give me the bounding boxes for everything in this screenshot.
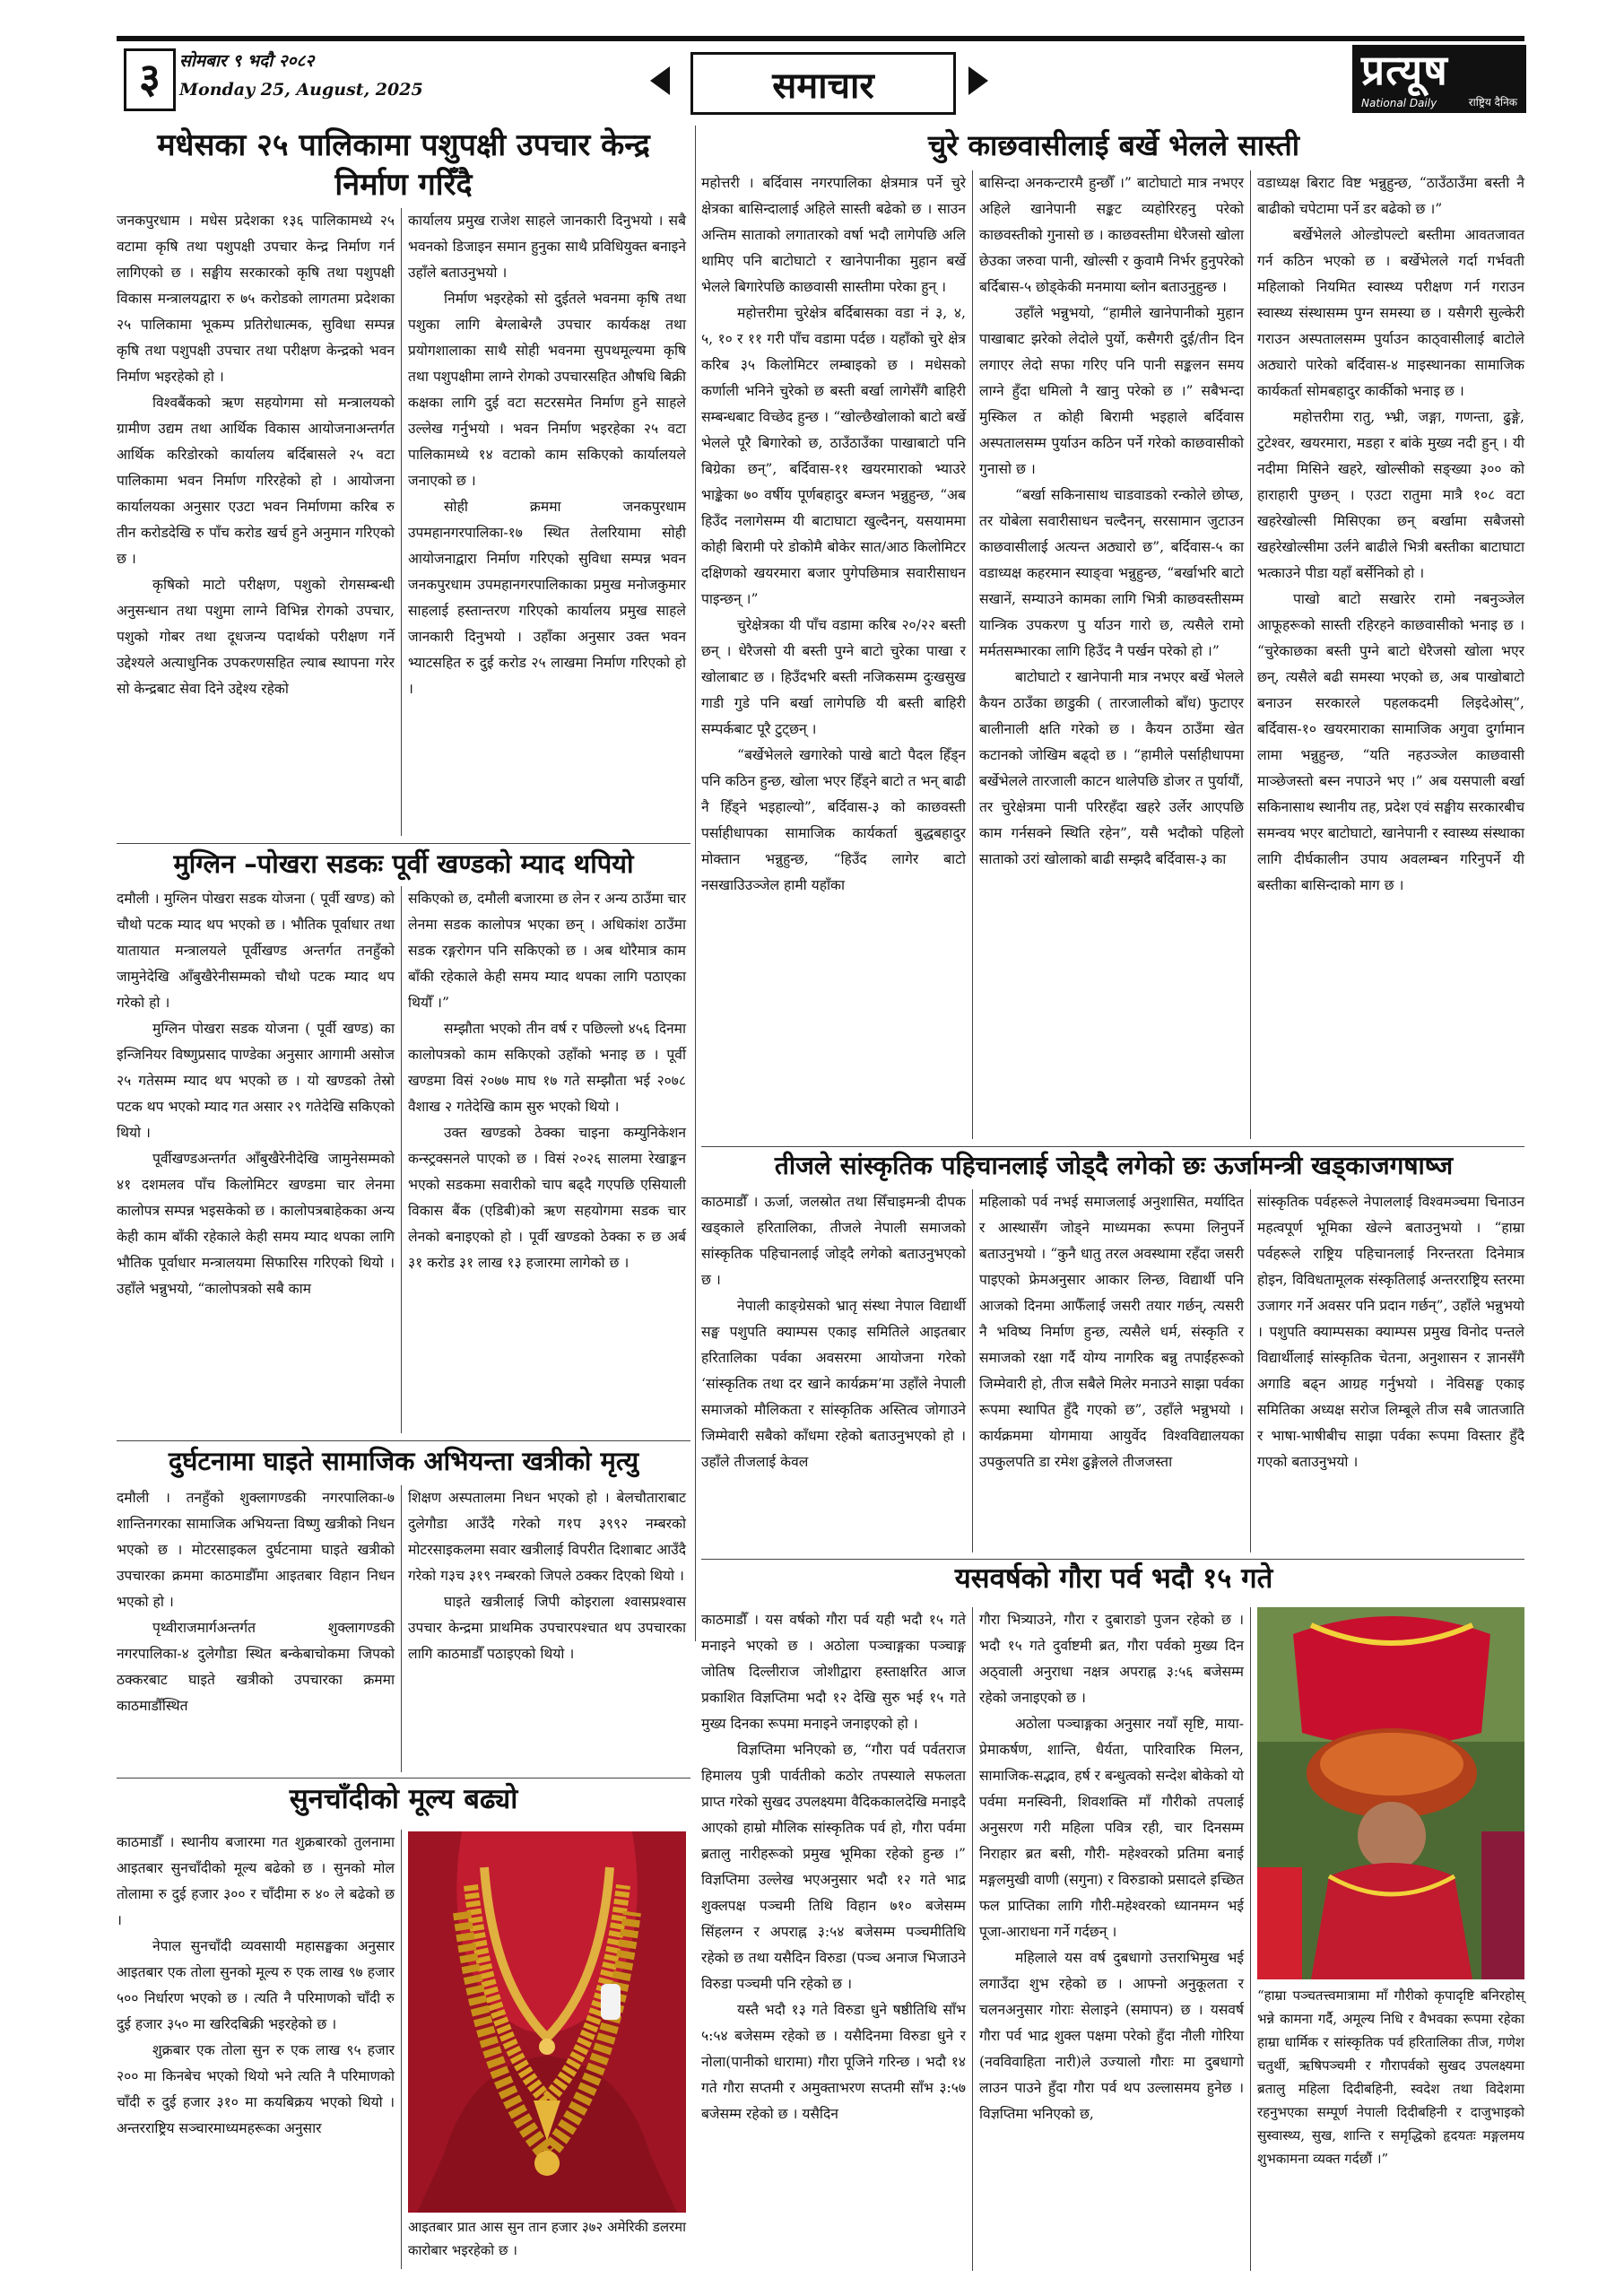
article-column [979,1189,1244,1475]
paragraph: सम्झौता भएको तीन वर्ष र पछिल्लो ४५६ दिनमा कालोपत्रको काम सकिएको उहाँको भनाइ छ । पूर्वी खण्डमा विसं २०७७ माघ १७ गते सम्झौता भई २०७८ वैशाख २ गतेदेखि काम सुरु भएको थियो । [408,1021,686,1115]
paragraph: पूर्वीखण्डअन्तर्गत आँबुखैरेनीदेखि जामुनेसम्मको ४१ दशमलव पाँच किलोमिटर खण्डमा चार लेनमा कालोपत्र सम्पन्न भइसकेको छ । कालोपत्रबाहेकका अन्य केही काम बाँकी रहेकाले केही समय म्याद थपका लागि भौतिक पूर्वाधार मन्त्रालयमा सिफारिस गरिएको थियो । उहाँले भन्नुभयो, “कालोपत्रको सबै काम [117,1151,395,1297]
paragraph: उक्त खण्डको ठेक्का चाइना कम्युनिकेशन कन्स्ट्रक्सनले पाएको छ । विसं २०२६ सालमा रेखाङ्कन भएको सडकमा सवारीको चाप बढ्दै गएपछि एसियाली विकास बैंक (एडिबी)को ऋण सहयोगमा सडक चार लेनको बनाइएको हो । पूर्वी खण्डको ठेक्का रु छ अर्ब ३१ करोड ३१ लाख १३ हजारमा लागेको छ । [408,1125,686,1271]
newspaper-logo [1352,45,1526,113]
headline-line-2: निर्माण गरिँदै [334,167,473,204]
paragraph: सांस्कृतिक पर्वहरूले नेपाललाई विश्वमञ्चमा चिनाउन महत्वपूर्ण भूमिका खेल्ने बताउनुभयो । “हाम्रा पर्वहरूले राष्ट्रिय पहिचानलाई निरन्तरता दिनेमात्र होइन, विविधतामूलक संस्कृतिलाई अन्तरराष्ट्रिय स्तरमा उजागर गर्ने अवसर पनि प्रदान गर्छन्”, उहाँले भन्नुभयो । पशुपति क्याम्पसका क्याम्पस प्रमुख विनोद पन्तले विद्यार्थीलाई सांस्कृतिक चेतना, अनुशासन र ज्ञानसँगै अगाडि बढ्न आग्रह गर्नुभयो । नेविसङ्घ एकाइ समितिका अध्यक्ष सरोज लिम्बूले तीज सबै जातजाति र भाषा-भाषीबीच साझा पर्वका रूपमा विस्तार हुँदै गएको बताउनुभयो । [1257,1194,1524,1470]
article-divider [117,843,690,844]
section-title: समाचार [690,52,956,115]
article-headline [117,126,690,204]
paragraph: महोत्तरीमा रातु, भ्भ्री, जङ्गा, गणन्ता, ढुङ्गे, टुटेश्वर, खयरमारा, मडहा र बांके मुख्य नदी हुन् । यी नदीमा मिसिने खहरे, खोल्सीको सङ्ख्या ३०० को हाराहारी पुग्छन् । एउटा रातुमा मात्रै १०८ वटा खहरेखोल्सी मिसिएका छन् बर्खामा सबैजसो खहरेखोल्सीमा उर्लने बाढीले भित्री बस्तीका बाटाघाटा भत्काउने पीडा यहाँ बर्सेनिको हो । [1257,409,1524,581]
article-column [408,886,686,1276]
paragraph: कृषिको माटो परीक्षण, पशुको रोगसम्बन्धी अनुसन्धान तथा पशुमा लाग्ने विभिन्न रोगको उपचार, पशुको गोबर तथा दूधजन्य पदार्थको परीक्षण गर्ने उद्देश्यले अत्याधुनिक उपकरणसहित ल्याब स्थापना गरेर सो केन्द्रबाट सेवा दिने उद्देश्य रहेको [117,577,395,697]
paragraph: सोही क्रममा जनकपुरधाम उपमहानगरपालिका-१७ स्थित तेलरियामा सोही आयोजनाद्वारा निर्माण गरिएको सुविधा सम्पन्न भवन जनकपुरधाम उपमहानगरपालिकाका प्रमुख मनोजकुमार साहलाई हस्तान्तरण गरिएको कार्यालय प्रमुख साहले जानकारी दिनुभयो । उहाँका अनुसार उक्त भवन भ्याटसहित रु दुई करोड २५ लाखमा निर्माण गरिएको हो । [408,499,686,697]
paragraph: नेपाली काङ्ग्रेसको भ्रातृ संस्था नेपाल विद्यार्थी सङ्घ पशुपति क्याम्पस एकाइ समितिले आइतबार हरितालिका पर्वका अवसरमा आयोजना गरेको ‘सांस्कृतिक तथा दर खाने कार्यक्रम’मा उहाँले नेपाली समाजको मौलिकता र सांस्कृतिक अस्तित्व जोगाउने जिम्मेवारी सबैको काँधमा रहेको बताउनुभएको हो । उहाँले तीजलाई केवल [701,1298,966,1470]
column-rule [695,126,696,1641]
article-column [117,1485,395,1719]
festival-illustration [1257,1607,1524,1979]
paragraph: शुक्रबार एक तोला सुन रु एक लाख ९५ हजार २०० मा किनबेच भएको थियो भने त्यति नै परिमाणको चाँदी रु दुई हजार ३१० मा कयबिक्रय भएको थियो । अन्तरराष्ट्रिय सञ्चारमाध्यमहरूका अनुसार [117,2042,395,2136]
paragraph: उहाँले भन्नुभयो, “हामीले खानेपानीको मुहान पाखाबाट झरेको लेदोले पुर्यो, कसैगरी दुई/तीन दिन लगाएर लेदो सफा गरिए पनि पानी सङ्कलन समय लाग्ने हुँदा धमिलो नै खानु परेको छ ।” सबैभन्दा मुस्किल त कोही बिरामी भइहाले बर्दिवास अस्पतालसम्म पुर्याउन कठिन पर्ने गरेको काछवासीको गुनासो छ । [979,305,1244,477]
article-column [408,1485,686,1667]
logo-tagline-np: राष्ट्रिय दैनिक [1468,96,1517,109]
column-rule [972,1607,973,2271]
paragraph: जनकपुरधाम । मधेस प्रदेशका १३६ पालिकामध्ये २५ वटामा कृषि तथा पशुपक्षी उपचार केन्द्र निर्माण गर्न लागिएको छ । सङ्घीय सरकारको कृषि तथा पशुपक्षी विकास मन्त्रालयद्वारा रु ७५ करोडको लागतमा प्रदेशका २५ पालिकामा भूकम्प प्रतिरोधात्मक, सुविधा सम्पन्न कृषि तथा पशुपक्षी उपचार तथा परीक्षण केन्द्रको भवन निर्माण भइरहेको हो । [117,213,395,385]
article-column [408,208,686,702]
paragraph: कार्यालय प्रमुख राजेश साहले जानकारी दिनुभयो । सबै भवनको डिजाइन समान हुनुका साथै प्रविधियुक्त बनाइने उहाँले बताउनुभयो । [408,213,686,281]
column-rule [972,1189,973,1552]
gaura-festival-photo [1257,1607,1524,1979]
article-column [117,208,395,702]
paragraph: काठमाडौँ । ऊर्जा, जलस्रोत तथा सिँचाइमन्त्री दीपक खड्काले हरितालिका, तीजले नेपाली समाजको सांस्कृतिक पहिचानलाई जोड्दै लगेको बताउनुभएको छ । [701,1194,966,1288]
article-headline: चुरे काछवासीलाई बर्खे भेलले सास्ती [927,128,1300,162]
article-headline: तीजले सांस्कृतिक पहिचानलाई जोड्दै लगेको छः ऊर्जामन्त्री खड्काजगषाष्ज [774,1151,1454,1180]
article-column [1257,1189,1524,1475]
paragraph: “बर्खेभेलले खगारेको पाखे बाटो पैदल हिँड्न पनि कठिन हुन्छ, खोला भएर हिँड्ने बाटो त भन् बाढी नै हिँड्ने भइहाल्यो”, बर्दिवास-३ को काछवस्ती पर्साहीधापका सामाजिक कार्यकर्ता बुद्धबहादुर मोक्तान भन्नुहुन्छ, “हिउँद लागेर बाटो नसखाउिउञ्जेल हामी यहाँका [701,747,966,893]
column-rule [1250,170,1251,1139]
necklace-illustration [408,1831,686,2213]
gold-necklace-photo [408,1831,686,2213]
article-divider [701,1559,1524,1560]
paragraph: शिक्षण अस्पतालमा निधन भएको हो । बेलचौताराबाट दुलेगौडा आउँदै गरेको ग१प ३९९२ नम्बरको मोटरसाइकलमा सवार खत्रीलाई विपरीत दिशाबाट आउँदै गरेको ग३च ३१९ नम्बरको जिपले ठक्कर दिएको थियो । [408,1490,686,1584]
paragraph: वडाध्यक्ष बिराट विष्ट भन्नुहुन्छ, “ठाउँठाउँमा बस्ती नै बाढीको चपेटामा पर्ने डर बढेको छ ।” [1257,175,1524,217]
paragraph: बासिन्दा अनकन्टारमै हुन्छौँ ।” बाटोघाटो मात्र नभएर अहिले खानेपानी सङ्कट व्यहोरिरहनु परेको काछवस्तीको गुनासो छ । काछवस्तीमा धेरैजसो खोला छेउका जरुवा पानी, खोल्सी र कुवामै निर्भर हुनुपरेको बर्दिबास-५ छोड्केकी मनमाया ब्लोन बताउनुहुन्छ । [979,175,1244,295]
paragraph: महिलाले यस वर्ष दुबधागो उत्तराभिमुख भई लगाउँदा शुभ रहेको छ । आफ्नो अनुकूलता र चलनअनुसार गोराः सेलाइने (समापन) छ । यसवर्ष गौरा पर्व भाद्र शुक्ल पक्षमा परेको हुँदा नौली गोरिया (नवविवाहिता नारी)ले उज्यालो गौराः मा दुबधागो लाउन पाउने हुँदा गौरा पर्व थप उल्लासमय हुनेछ । विज्ञप्तिमा भनिएको छ, [979,1950,1244,2122]
column-rule [401,1830,402,2269]
article-headline: दुर्घटनामा घाइते सामाजिक अभियन्ता खत्रीको मृत्यु [168,1446,639,1476]
column-rule [401,1485,402,1772]
paragraph: दमौली । तनहुँको शुक्लागण्डकी नगरपालिका-७ शान्तिनगरका सामाजिक अभियन्ता विष्णु खत्रीको निधन भएको छ । मोटरसाइकल दुर्घटनामा घाइते खत्रीको उपचारका क्रममा काठमाडौँमा आइतबार विहान निधन भएको हो । [117,1490,395,1610]
logo-wordmark: प्रत्यूष [1361,46,1448,94]
article-column [701,170,966,899]
article-divider [117,1778,690,1779]
paragraph: विश्वबैंकको ऋण सहयोगमा सो मन्त्रालयको ग्रामीण उद्यम तथा आर्थिक विकास आयोजनाअन्तर्गत आर्थिक करिडोरको कार्यालय बर्दिबासले २५ वटा पालिकामा भवन निर्माण गरिरहेको हो । आयोजना कार्यालयका अनुसार एउटा भवन निर्माणमा करिब रु तीन करोडदेखि रु पाँच करोड खर्च हुने अनुमान गरिएको छ । [117,395,395,567]
article-headline: मुग्लिन –पोखरा सडकः पूर्वी खण्डको म्याद थपियो [173,848,634,879]
article-divider [701,1146,1524,1147]
paragraph: विज्ञप्तिमा भनिएको छ, “गौरा पर्व पर्वतराज हिमालय पुत्री पार्वतीको कठोर तपस्याले सफलता प्राप्त गरेको सुखद उपलक्ष्यमा वैदिककालदेखि मनाइदै आएको हाम्रो मौलिक सांस्कृतिक पर्व हो, गौरा पर्वमा ब्रतालु नारीहरूको प्रमुख भूमिका रहेको हुन्छ ।” विज्ञप्तिमा उल्लेख भएअनुसार भदौ १२ गते भाद्र शुक्लपक्ष पञ्चमी तिथि विहान ७१० बजेसम्म सिंहलग्न र अपराह्न ३:५४ बजेसम्म पञ्चमीतिथि रहेको छ तथा यसैदिन विरुडा (पञ्च अनाज भिजाउने विरुडा पञ्चमी पनि रहेको छ । [701,1742,966,1992]
paragraph: बाटोघाटो र खानेपानी मात्र नभएर बर्खे भेलले कैयन ठाउँका छाडुकी ( तारजालीको बाँध) फुटाएर बालीनाली क्षति गरेको छ । कैयन ठाउँमा खेत कटानको जोखिम बढ्दो छ । “हामीले पर्साहीधापमा बर्खेभेलले तारजाली काटन थालेपछि डोजर त पुर्यायौं, तर चुरेक्षेत्रमा पानी परिरहँदा खहरे उर्लेर आएपछि काम गर्नसक्ने स्थिति रहेन”, यसै भदौको पहिलो साताको उरां खोलाको बाढी सम्झदै बर्दिवास-३ का [979,669,1244,867]
paragraph: पाखो बाटो सखारेर रामो नबनुञ्जेल आफूहरूको सास्ती रहिरहने काछवासीको भनाइ छ । “चुरेकाछका बस्ती पुग्ने बाटो धेरैजसो खोला भएर छन्, त्यसैले बढी समस्या भएको छ, अब पाखोबाटो बनाउन सरकारले पहलकदमी लिइदेओस्”, बर्दिवास-१० खयरमाराका सामाजिक अगुवा दुर्गामान लामा भन्नुहुन्छ, “यति नहउञ्जेल काछवासी माञ्छेजस्तो बस्न नपाउने भए ।” अब यसपाली बर्खा सकिनासाथ स्थानीय तह, प्रदेश एवं सङ्घीय सरकारबीच समन्वय भएर बाटोघाटो, खानेपानी र स्वास्थ्य संस्थाका लागि दीर्घकालीन उपाय अवलम्बन गरिनुपर्ने यी बस्तीका बासिन्दाको माग छ । [1257,591,1524,893]
article-column [701,1607,966,2127]
paragraph: पृथ्वीराजमार्गअन्तर्गत शुक्लागण्डकी नगरपालिका-४ दुलेगौडा स्थित बन्केबाचोकमा जिपको ठक्करबाट घाइते खत्रीको उपचारका क्रममा काठमाडौँस्थित [117,1620,395,1714]
column-rule [1250,1189,1251,1552]
column-rule [1250,1607,1251,2271]
logo-tagline-en: National Daily [1361,97,1437,109]
paragraph: यस्तै भदौ १३ गते विरुडा धुने षष्ठीतिथि साँभ ५:५४ बजेसम्म रहेको छ । यसैदिनमा विरुडा धुने र नोला(पानीको धारामा) गौरा पूजिने गरिन्छ । भदौ १४ गते गौरा सप्तमी र अमुक्ताभरण सप्तमी साँभ ३:५७ बजेसम्म रहेको छ । यसैदिन [701,2002,966,2122]
paragraph: मुग्लिन पोखरा सडक योजना ( पूर्वी खण्ड) का इन्जिनियर विष्णुप्रसाद पाण्डेका अनुसार आगामी असोज २५ गतेसम्म म्याद थप भएको छ । यो खण्डको तेस्रो पटक थप भएको म्याद गत असार २९ गतेदेखि सकिएको थियो । [117,1021,395,1141]
article-column [1257,170,1524,899]
photo-caption: “हाम्रा पञ्चतत्त्वमात्रामा माँ गौरीको कृपादृष्टि बनिरहोस् भन्ने कामना गर्दै, अमूल्य निधि र वैभवका रूपमा रहेका हाम्रा धार्मिक र सांस्कृतिक पर्व हरितालिका तीज, गणेश चतुर्थी, ऋषिपञ्चमी र गौरापर्वको सुखद उपलक्ष्यमा ब्रतालु महिला दिदीबहिनी, स्वदेश तथा विदेशमा रहनुभएका सम्पूर्ण नेपाली दिदीबहिनी र दाजुभाइको सुस्वास्थ्य, सुख, शान्ति र समृद्धिको हृदयतः मङ्गलमय शुभकामना व्यक्त गर्दछौं ।” [1257,1987,1524,2167]
paragraph: बर्खेभेलले ओल्डोपल्टो बस्तीमा आवतजावत गर्न कठिन भएको छ । बर्खेभेलले गर्दा गर्भवती महिलाको नियमित स्वास्थ्य परीक्षण गर्न गराउन स्वास्थ्य संस्थासम्म पुग्न समस्या छ । यसैगरी सुल्केरी गराउन अस्पतालसम्म पुर्याउन काठ्वासीलाई बाटोले अठ्यारो पारेको बर्दिवास-४ माइस्थानका सामाजिक कार्यकर्ता सोमबहादुर कार्कीको भनाइ छ । [1257,227,1524,399]
paragraph: सकिएको छ, दमौली बजारमा छ लेन र अन्य ठाउँमा चार लेनमा सडक कालोपत्र भएका छन् । अधिकांश ठाउँमा सडक रङ्गरोगन पनि सकिएको छ । अब थोरैमात्र काम बाँकी रहेकाले केही समय म्याद थपका लागि पठाएका थियौँ ।” [408,891,686,1011]
page-number: ३ [124,48,176,111]
top-rule [117,36,1524,41]
article-divider [117,1440,690,1441]
column-rule [401,886,402,1433]
arrow-right-icon [968,66,988,95]
paragraph: दमौली । मुग्लिन पोखरा सडक योजना ( पूर्वी खण्ड) को चौथो पटक म्याद थप भएको छ । भौतिक पूर्वाधार तथा यातायात मन्त्रालयले पूर्वीखण्ड अन्तर्गत तनहुँको जामुनेदेखि आँबुखैरेनीसम्मको चौथो पटक म्याद थप गरेको हो । [117,891,395,1011]
article-column [701,1189,966,1475]
photo-caption: आइतबार प्रात आस सुन तान हजार ३७२ अमेरिकी डलरमा कारोबार भइरहेको छ । [408,2219,686,2258]
headline-line-1: मधेसका २५ पालिकामा पशुपक्षी उपचार केन्द्र [157,127,650,163]
article-column [979,1607,1244,2127]
paragraph: महोत्तरीमा चुरेक्षेत्र बर्दिबासका वडा नं ३, ४, ५, १० र ११ गरी पाँच वडामा पर्दछ । यहाँको चुरे क्षेत्र करिब ३५ किलोमिटर लम्बाइको छ । मधेसको कर्णाली भनिने चुरेको छ बस्ती बर्खा लागेसँगै बाहिरी सम्बन्धबाट विच्छेद हुन्छ । “खोल्छैखोलाको बाटो बर्खे भेलले पूरै बिगारेको छ, ठाउँठाउँका पाखाबाटो पनि बिग्रेका छन्”, बर्दिवास-११ खयरमाराको भ्याउरे भाङ्केका ७० वर्षीय पूर्णबहादुर बम्जन भन्नुहुन्छ, “अब हिउँद नलागेसम्म यी बाटाघाटा खुल्दैनन्, यसयाममा कोही बिरामी परे डोकोमै बोकेर सात/आठ किलोमिटर दक्षिणको खयरमारा बजार पुगेपछिमात्र सवारीसाधन पाइन्छन् ।” [701,305,966,607]
paragraph: काठमाडौँ । स्थानीय बजारमा गत शुक्रबारको तुलनामा आइतबार सुनचाँदीको मूल्य बढेको छ । सुनको मोल तोलामा रु दुई हजार ३०० र चाँदीमा रु ४० ले बढेको छ । [117,1834,395,1928]
date-nepali: सोमबार ९ भदौ २०८२ [179,51,315,71]
masthead [117,36,1524,117]
column-rule [401,208,402,836]
paragraph: चुरेक्षेत्रका यी पाँच वडामा करिब २०/२२ बस्ती छन् । धेरैजसो यी बस्ती पुग्ने बाटो चुरेका पाखा र खोलाबाट छ । हिउँदभरि बस्ती नजिकसम्म दुःखसुख गाडी गुडे पनि बर्खा लागेपछि यी बस्ती बाहिरी सम्पर्कबाट पूरै टुट्छन् । [701,617,966,737]
article-column [117,1830,395,2142]
paragraph: महोत्तरी । बर्दिवास नगरपालिका क्षेत्रमात्र पर्ने चुरे क्षेत्रका बासिन्दालाई अहिले सास्ती बढेको छ । साउन अन्तिम साताको लगातारको वर्षा भदौ लागेपछि अलि थामिए पनि बाटोघाटो र खानेपानीका मुहान बर्खे भेलले बिगारेपछि काछवासी सास्तीमा परेका हुन् । [701,175,966,295]
article-animal-health-centres [117,126,690,204]
column-rule [972,170,973,1139]
paragraph: काठमाडौँ । यस वर्षको गौरा पर्व यही भदौ १५ गते मनाइने भएको छ । अठोला पञ्चाङ्गका पञ्चाङ्ग जोतिष दिल्लीराज जोशीद्वारा हस्ताक्षरित आज प्रकाशित विज्ञप्तिमा भदौ १२ देखि सुरु भई १५ गते मुख्य दिनका रूपमा मनाइने जनाइएको हो । [701,1612,966,1732]
paragraph: “बर्खा सकिनासाथ चाडवाडको रन्कोले छोप्छ, तर योबेला सवारीसाधन चल्दैनन्, सरसामान जुटाउन काछवासीलाई अत्यन्त अठ्यारो छ”, बर्दिवास-५ का वडाध्यक्ष कहरमान स्याङ्वा भन्नुहुन्छ, “बर्खाभरि बाटो सखानें, सम्याउने कामका लागि भित्री काछवस्तीसम्म यान्त्रिक उपकरण पु र्याउन गारो छ, त्यसैले रामो मर्मतसम्भारका लागि हिउँद नै पर्खन परेको हो ।” [979,487,1244,659]
arrow-left-icon [650,66,670,95]
paragraph: अठोला पञ्चाङ्गका अनुसार नयाँ सृष्टि, माया-प्रेमाकर्षण, शान्ति, धैर्यता, पारिवारिक मिलन, सामाजिक-सद्भाव, हर्ष र बन्धुत्वको सन्देश बोकेको यो पर्वमा मनस्विनी, शिवशक्ति माँ गौरीको तपलाई अनुसरण गरी महिला पवित्र रही, चार दिनसम्म निराहार ब्रत बसी, गौरी- महेश्वरको प्रतिमा बनाई मङ्गलमुखी वाणी (सगुना) र विरुडाको प्रसादले इच्छित फल प्राप्तिका लागि गौरी-महेश्वरको ध्यानमग्न भई पूजा-आराधना गर्ने गर्दछन् । [979,1716,1244,1940]
paragraph: महिलाको पर्व नभई समाजलाई अनुशासित, मर्यादित र आस्थासँग जोड्ने माध्यमका रूपमा लिनुपर्ने बताउनुभयो । “कुनै धातु तरल अवस्थामा रहँदा जसरी पाइएको फ्रेमअनुसार आकार लिन्छ, विद्यार्थी पनि आजको दिनमा आफैँलाई जसरी तयार गर्छन्, त्यसरी नै भविष्य निर्माण हुन्छ, त्यसैले धर्म, संस्कृति र समाजको रक्षा गर्दै योग्य नागरिक बन्नु तपाईंहरूको जिम्मेवारी हो, तीज सबैले मिलेर मनाउने साझा पर्वका रूपमा स्थापित हुँदै गएको छ”, उहाँले भन्नुभयो । कार्यक्रममा योगमाया आयुर्वेद विश्वविद्यालयका उपकुलपति डा रमेश ढुङ्गेलले तीजजस्ता [979,1194,1244,1470]
article-headline: सुनचाँदीको मूल्य बढ्यो [289,1783,518,1815]
article-headline: यसवर्षको गौरा पर्व भदौ १५ गते [954,1562,1273,1595]
article-column [979,170,1244,873]
paragraph: घाइते खत्रीलाई जिपी कोइराला श्वासप्रश्वास उपचार केन्द्रमा प्राथमिक उपचारपश्चात थप उपचारका लागि काठमाडौँ पठाइएको थियो । [408,1594,686,1662]
paragraph: गौरा भित्र्याउने, गौरा र दुबाराङो पुजन रहेको छ । भदौ १५ गते दुर्वाष्टमी ब्रत, गौरा पर्वको मुख्य दिन अठ्वाली अनुराधा नक्षत्र अपराह्न ३:५६ बजेसम्म रहेको जनाइएको छ । [979,1612,1244,1706]
article-column [117,886,395,1302]
paragraph: निर्माण भइरहेको सो दुईतले भवनमा कृषि तथा पशुका लागि बेग्लाबेग्लै उपचार कार्यकक्ष तथा प्रयोगशालाका साथै सोही भवनमा सुपथमूल्यमा कृषि तथा पशुपक्षीमा लाग्ने रोगको उपचारसहित औषधि बिक्री कक्षका लागि दुई वटा सटरसमेत निर्माण हुने साहले उल्लेख गर्नुभयो । भवन निर्माण भइरहेका २५ वटा पालिकामध्ये १४ वटाको काम सकिएको कार्यालयले जनाएको छ । [408,291,686,489]
date-english: Monday 25, August, 2025 [179,80,423,100]
dateline [179,47,423,104]
paragraph: नेपाल सुनचाँदी व्यवसायी महासङ्घका अनुसार आइतबार एक तोला सुनको मूल्य रु एक लाख ९७ हजार ५०० निर्धारण भएको छ । त्यति नै परिमाणको चाँदी रु दुई हजार ३५० मा खरिदबिक्री भइरहेको छ । [117,1938,395,2032]
